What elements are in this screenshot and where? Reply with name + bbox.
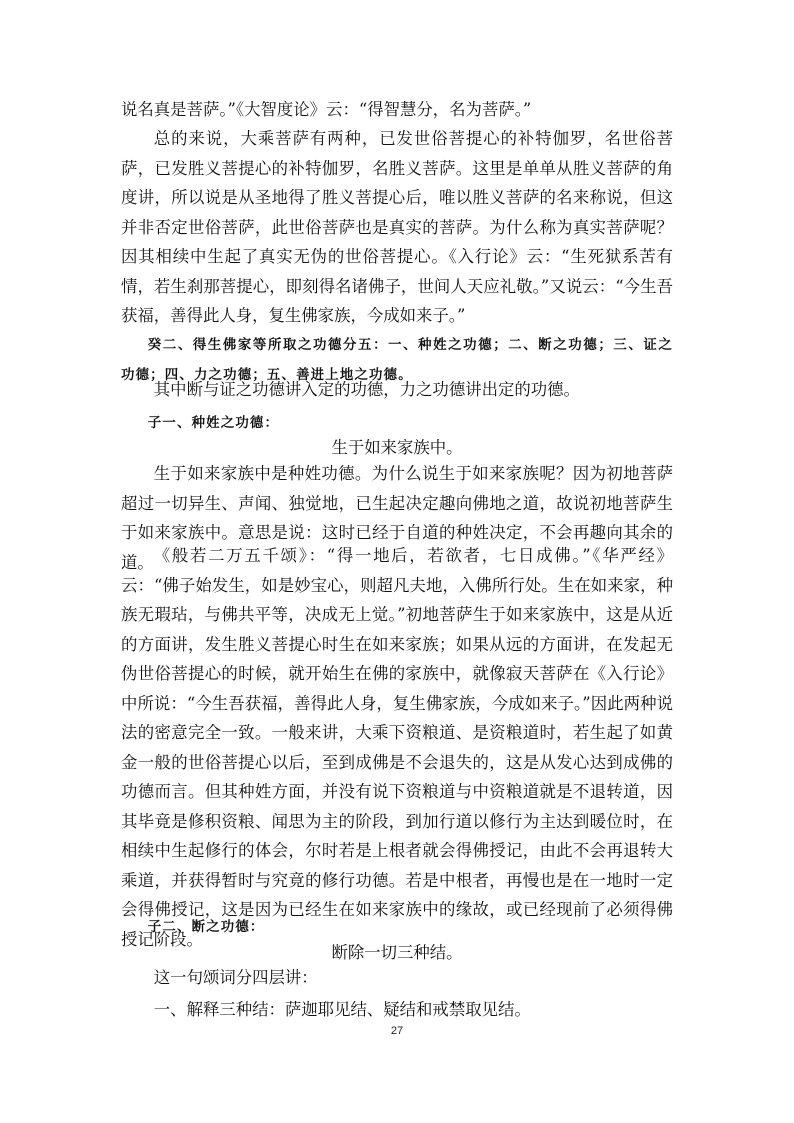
verse-born-in-tathagata-family: 生于如来家族中。 xyxy=(331,438,463,457)
page-number: 27 xyxy=(390,1025,404,1037)
verse-cut-three-fetters: 断除一切三种结。 xyxy=(331,943,463,962)
paragraph-citation-end: 说名真是菩萨。”《大智度论》云：“得智慧分，名为菩萨。” xyxy=(121,100,532,119)
paragraph-merit-summary: 其中断与证之功德讲入定的功德，力之功德讲出定的功德。 xyxy=(153,380,580,399)
section-heading-gui-er: 癸二、得生佛家等所取之功德分五：一、种姓之功德；二、断之功德；三、证之功德；四、力之功德；五、善进上地之功德。 xyxy=(121,338,673,383)
subheading-lineage-merit: 子一、种姓之功德： xyxy=(147,416,280,431)
paragraph-lineage-explanation: 生于如来家族中是种姓功德。为什么说生于如来家族呢？因为初地菩萨超过一切异生、声闻、独觉地，已生起决定趣向佛地之道，故说初地菩萨生于如来家族中。意思是说：这时已经于自道的种姓决定，不会再趣向其余的道。 xyxy=(121,464,673,572)
paragraph-scripture-quotes: 《般若二万五千颂》：“得一地后，若欲者，七日成佛。”《华严经》云：“佛子始发生，如是妙宝心，则超凡夫地，入佛所行处。生在如来家，种族无瑕玷，与佛共平等，决成无上觉。”初地菩萨生于如来家族中，这是从近的方面讲，发生胜义菩提心时生在如来家族；如果从远的方面讲，在发起无伪世俗菩提心的时候，就开始生在佛的家族中，就像寂天菩萨在《入行论》中所说：“今生吾获福，善得此人身，复生佛家族，今成如来子。”因此两种说法的密意完全一致。一般来讲，大乘下资粮道、是资粮道时，若生起了如黄金一般的世俗菩提心以后，至到成佛是不会退失的，这是从发心达到成佛的功德而言。但其种姓方面，并没有说下资粮道与中资粮道就是不退转道，因其毕竟是修积资粮、闻思为主的阶段，到加行道以修行为主达到暖位时，在相续中生起修行的体会，尔时若是上根者就会得佛授记，由此不会再退转大乘道，并获得暂时与究竟的修行功德。若是中根者，再慢也是在一地时一定会得佛授记，这是因为已经生在如来家族中的缘故，或已经现前了必须得佛授记阶段。 xyxy=(121,546,673,949)
subheading-abandonment-merit: 子二、断之功德： xyxy=(147,920,265,935)
paragraph-two-kinds-of-bodhisattva: 总的来说，大乘菩萨有两种，已发世俗菩提心的补特伽罗，名世俗菩萨，已发胜义菩提心的补特伽罗，名胜义菩萨。这里是单单从胜义菩萨的角度讲，所以说是从圣地得了胜义菩提心后，唯以胜义菩萨的名来称说，但这并非否定世俗菩萨，此世俗菩萨也是真实的菩萨。为什么称为真实菩萨呢？因其相续中生起了真实无伪的世俗菩提心。《入行论》云：“生死狱系苦有情，若生刹那菩提心，即刻得名诸佛子，世间人天应礼敬。”又说云：“今生吾获福，善得此人身，复生佛家族，今成如来子。” xyxy=(121,129,673,325)
paragraph-four-layers: 这一句颂词分四层讲： xyxy=(153,968,318,987)
paragraph-three-fetters: 一、解释三种结：萨迦耶见结、疑结和戒禁取见结。 xyxy=(153,1000,531,1019)
